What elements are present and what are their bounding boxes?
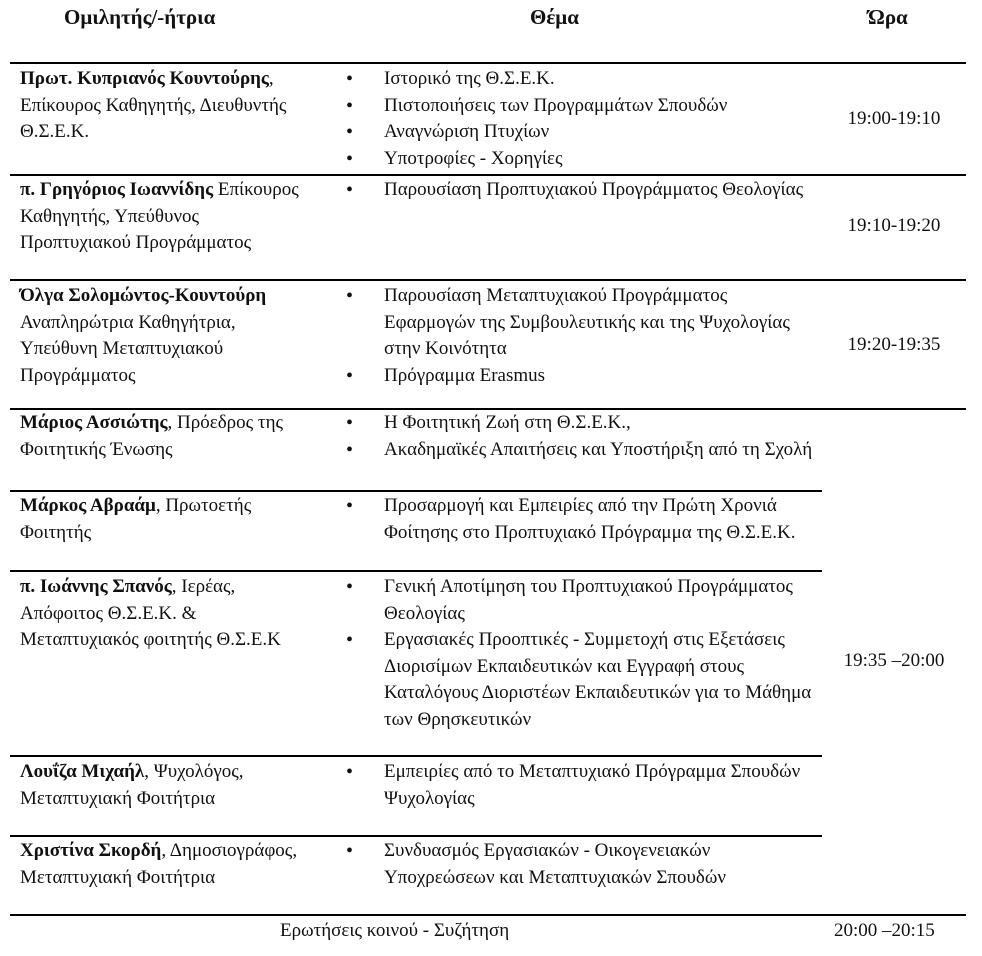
speaker-name: Πρωτ. Κυπριανός Κουντούρης (20, 68, 269, 89)
topic-item: • Υποτροφίες - Χορηγίες (344, 146, 814, 173)
speaker-role: , Πρόεδρος της Φοιτητικής Ένωσης (20, 412, 284, 460)
header-topic: Θέμα (530, 5, 579, 29)
speaker-role: , Ιερέας, Απόφοιτος Θ.Σ.Ε.Κ. & Μεταπτυχιακός φοιτητής Θ.Σ.Ε.Κ (20, 576, 281, 650)
speaker-name: Όλγα Σολομώντος-Κουντούρη (20, 285, 267, 306)
rule-bottom (10, 914, 966, 916)
rule-top (10, 62, 966, 64)
speaker-name: Λουΐζα Μιχαήλ (20, 761, 145, 782)
speaker-cell (20, 66, 310, 146)
speaker-role: Αναπληρώτρια Καθηγήτρια, Υπεύθυνη Μεταπτυχιακού Προγράμματος (20, 311, 236, 386)
topic-list (344, 410, 814, 463)
speaker-role: , Δημοσιογράφος, Μεταπτυχιακή Φοιτήτρια (20, 840, 298, 888)
speaker-cell (20, 410, 310, 463)
topic-item: • Παρουσίαση Προπτυχιακού Προγράμματος Θεολογίας (344, 177, 814, 204)
topic-list (344, 493, 814, 546)
topic-item: • Ακαδημαϊκές Απαιτήσεις και Υποστήριξη από τη Σχολή (344, 437, 814, 464)
speaker-cell (20, 838, 310, 891)
rule-row5 (10, 570, 822, 572)
footer-time: 20:00 –20:15 (834, 920, 935, 941)
topic-item: • Γενική Αποτίμηση του Προπτυχιακού Προγράμματος Θεολογίας (344, 574, 814, 627)
speaker-cell (20, 759, 310, 812)
time-slot: 19:00-19:10 (847, 108, 941, 129)
rule-row7 (10, 835, 822, 837)
topic-list (344, 66, 814, 172)
topic-item: • Εργασιακές Προοπτικές - Συμμετοχή στις Εξετάσεις Διορισίμων Εκπαιδευτικών και Εγγραφή στους Καταλόγους Διοριστέων Εκπαιδευτικών για το Μάθημα των Θρησκευτικών (344, 627, 814, 733)
time-slot: 19:35 –20:00 (843, 650, 945, 671)
header-time: Ώρα (868, 5, 908, 29)
topic-item: • Συνδυασμός Εργασιακών - Οικογενειακών Υποχρεώσεων και Μεταπτυχιακών Σπουδών (344, 838, 814, 891)
topic-item: • Προσαρμογή και Εμπειρίες από την Πρώτη Χρονιά Φοίτησης στο Προπτυχιακό Πρόγραμμα της Θ.Σ.Ε.Κ. (344, 493, 814, 546)
time-slot: 19:20-19:35 (847, 334, 941, 355)
topic-list (344, 177, 814, 204)
speaker-role: Επίκουρος Καθηγητής, Υπεύθυνος Προπτυχιακού Προγράμματος (20, 179, 299, 253)
speaker-cell (20, 493, 310, 546)
topic-item: • Αναγνώριση Πτυχίων (344, 119, 814, 146)
speaker-name: π. Γρηγόριος Ιωαννίδης (20, 179, 214, 200)
rule-row4 (10, 490, 822, 492)
speaker-cell (20, 177, 310, 257)
topic-item: • Η Φοιτητική Ζωή στη Θ.Σ.Ε.Κ., (344, 410, 814, 437)
rule-row6 (10, 755, 822, 757)
speaker-cell (20, 574, 310, 654)
rule-row2 (10, 279, 966, 281)
topic-item: • Εμπειρίες από το Μεταπτυχιακό Πρόγραμμα Σπουδών Ψυχολογίας (344, 759, 814, 812)
speaker-name: Χριστίνα Σκορδή (20, 840, 162, 861)
topic-item: • Ιστορικό της Θ.Σ.Ε.Κ. (344, 66, 814, 93)
speaker-cell (20, 283, 310, 389)
topic-list (344, 759, 814, 812)
topic-list (344, 283, 814, 389)
speaker-role: , Ψυχολόγος, Μεταπτυχιακή Φοιτήτρια (20, 761, 244, 809)
time-slot: 19:10-19:20 (847, 215, 941, 236)
speaker-name: Μάρκος Αβραάμ (20, 495, 156, 516)
speaker-name: π. Ιωάννης Σπανός (20, 576, 172, 597)
speaker-role: , Πρωτοετής Φοιτητής (20, 495, 252, 543)
topic-item: • Πιστοποιήσεις των Προγραμμάτων Σπουδών (344, 93, 814, 120)
rule-row1 (10, 174, 966, 176)
topic-list (344, 838, 814, 891)
header-speaker: Ομιλητής/-ήτρια (64, 5, 216, 29)
speaker-name: Μάριος Ασσιώτης (20, 412, 168, 433)
speaker-role: , Επίκουρος Καθηγητής, Διευθυντής Θ.Σ.Ε.Κ. (20, 68, 287, 142)
topic-item: • Πρόγραμμα Erasmus (344, 363, 814, 390)
topic-item: • Παρουσίαση Μεταπτυχιακού Προγράμματος Εφαρμογών της Συμβουλευτικής και της Ψυχολογίας στην Κοινότητα (344, 283, 814, 363)
footer-label: Ερωτήσεις κοινού - Συζήτηση (280, 920, 510, 941)
topic-list (344, 574, 814, 733)
